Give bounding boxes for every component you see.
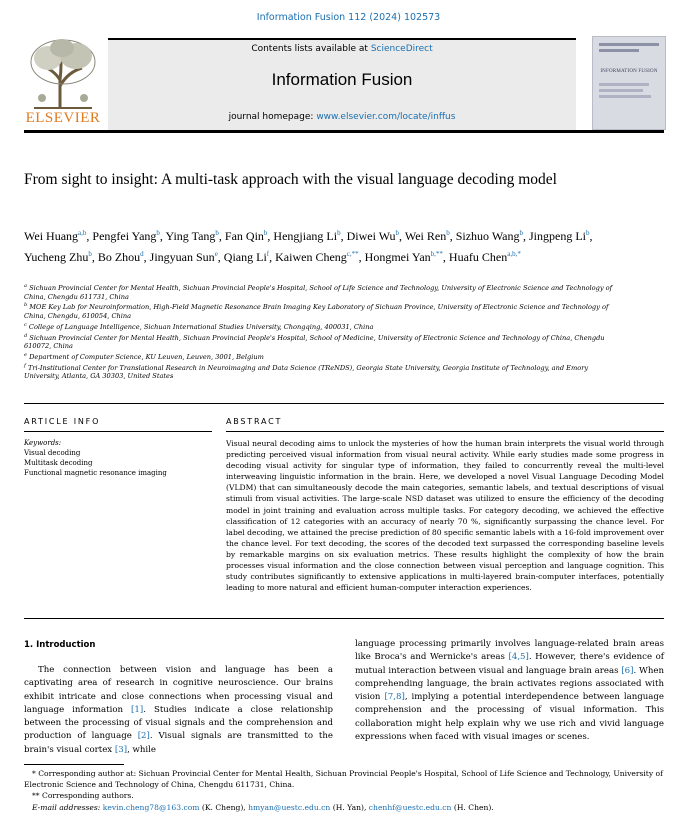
author-name[interactable]: Bo Zhou$^d$ — [97, 249, 144, 264]
author-list: Wei Huang$^{a,b}$, Pengfei Yang$^b$, Ying Tang$^b$, Fan Qin$^b$, Hengjiang Li$^b$, Diwei Wu$^b$, Wei Ren$^b$, Sizhuo Wang$^b$, Jingpeng Li$^b$, Yucheng Zhu$^b$, Bo Zhou$^d$, Jingyuan Sun$^e$, Qiang Li$^f$, Kaiwen Cheng$^{c,**}$, Hongmei Yan$^{b,**}$, Huafu Chen$^{a,b,*}$ — [24, 229, 593, 264]
citation-link[interactable]: [3] — [114, 744, 128, 755]
section-divider — [24, 618, 664, 619]
affiliation-key: b — [24, 302, 28, 309]
journal-cover-thumbnail[interactable] — [592, 36, 666, 130]
affiliation-list — [24, 282, 624, 381]
cover-decoration — [599, 49, 639, 52]
keywords-block — [24, 438, 212, 478]
author-affiliation-marker[interactable]: a,b,* — [507, 249, 521, 258]
intro-column-1 — [24, 664, 333, 757]
affiliation-text: College of Language Intelligence, Sichuan International Studies University, Chongqing, 400031, China — [26, 322, 374, 331]
email-link[interactable]: chenhf@uestc.edu.cn — [368, 802, 452, 812]
author-name[interactable]: Sizhuo Wang$^b$ — [455, 229, 524, 243]
affiliation-item — [24, 282, 624, 301]
citation-link[interactable]: [1] — [131, 704, 144, 715]
author-name[interactable]: Jingpeng Li$^b$ — [529, 229, 590, 243]
author-affiliation-marker[interactable]: e — [214, 249, 218, 258]
affiliation-item — [24, 351, 624, 362]
author-affiliation-marker[interactable]: b — [395, 229, 400, 237]
homepage-prefix: journal homepage: — [228, 112, 317, 122]
author-affiliation-marker[interactable]: b — [156, 229, 160, 237]
author-affiliation-marker[interactable]: b — [88, 249, 92, 258]
author-name[interactable]: Jingyuan Sun$^e$ — [149, 249, 218, 264]
keyword-item: Multitask decoding — [24, 459, 93, 467]
abstract-text: Visual neural decoding aims to unlock the mysteries of how the human brain interprets the visual world through predicting perceived visual information from visual neural activity. While early studies made some progress in decoding visual activity for singular type of information, they failed to concurrently reveal the multi-level interweaving linguistic information in the brain. Here, we developed a novel Visual Language Decoding Model (VLDM) that can simultaneously decode the main categories, semantic labels, and textual descriptions of visual stimuli from visual activities. The large-scale NSD dataset was utilized to ensure the efficiency of the decoding model in joint training and evaluation across multiple tasks. For category decoding, we achieved the effective classification of 12 categories with an accuracy of nearly 70 %, significantly surpassing the chance level. For label decoding, we attained the precise prediction of 80 specific semantic labels with a 16-fold improvement over the chance level. For text decoding, the scores of the decoded text surpassed the corresponding baseline levels by remarkable margins on six evaluation metrics. These results highlight the complexity of how the brain processes visual information and the close connection between visual perception and language cognition. This study contributes significantly to extensive applications in multi-layered brain-computer interfaces, potentially leading to more natural and efficient human-computer interaction experiences. — [226, 439, 664, 593]
affiliation-item — [24, 362, 624, 381]
contents-line — [108, 44, 576, 54]
article-info-heading: ARTICLE INFO — [24, 417, 101, 426]
author-affiliation-marker[interactable]: b — [519, 229, 524, 237]
affiliation-text: Department of Computer Science, KU Leuven, Leuven, 3001, Belgium — [26, 353, 264, 362]
footnote-emails — [24, 802, 664, 813]
journal-citation[interactable]: Information Fusion 112 (2024) 102573 — [256, 12, 441, 23]
keywords-label: Keywords: — [24, 439, 62, 447]
author-name[interactable]: Fan Qin$^b$ — [224, 229, 268, 243]
email-owner: (K. Cheng), — [199, 802, 249, 812]
affiliation-item — [24, 301, 624, 320]
author-name[interactable]: Wei Huang$^{a,b}$ — [24, 229, 87, 243]
body-text: . When comprehending language, the brain activates regions associated with vision — [355, 665, 664, 703]
email-link[interactable]: hmyan@uestc.edu.cn — [248, 802, 331, 812]
cover-decoration — [599, 43, 659, 46]
author-name[interactable]: Kaiwen Cheng$^{c,**}$ — [275, 249, 359, 264]
citation-link[interactable]: [7,8] — [384, 692, 405, 703]
body-text: . However, there's evidence of mutual interaction between visual and language brain areas — [355, 652, 664, 676]
affiliation-text: MOE Key Lab for Neuroinformation, High-Field Magnetic Resonance Brain Imaging Key Laboratory of Sichuan Province, University of Electronic Science and Technology of China, Chengdu, 610054, China — [24, 303, 609, 321]
cover-title: INFORMATION FUSION — [600, 69, 658, 74]
email-owner: (H. Yan), — [330, 802, 369, 812]
abstract-rule — [226, 431, 664, 432]
citation-link[interactable]: [4,5] — [508, 652, 529, 663]
body-text: , implying a potential interdependence between language comprehension and the processing of visual information. This collaboration might help explain why we use rich and vivid language expressions when faced with visual images or scenes. — [355, 692, 664, 743]
email-owner: (H. Chen). — [451, 802, 494, 812]
author-name[interactable]: Hongmei Yan$^{b,**}$ — [364, 249, 443, 264]
body-text: The connection between vision and language has been a captivating area of research in cognitive neuroscience. Our brains exhibit intricate and close connections when processing visual and language information — [24, 665, 333, 715]
email-link[interactable]: kevin.cheng78@163.com — [102, 802, 200, 812]
journal-name: Information Fusion — [271, 70, 413, 89]
footnote-corresponding-double: ** Corresponding authors. — [32, 791, 134, 801]
footnotes — [24, 768, 664, 813]
sciencedirect-link[interactable]: ScienceDirect — [370, 44, 433, 54]
affiliation-key: e — [24, 351, 27, 358]
affiliation-item — [24, 321, 624, 332]
cover-decoration — [599, 95, 651, 98]
contents-prefix: Contents lists available at — [251, 44, 371, 54]
author-name[interactable]: Diwei Wu$^b$ — [346, 229, 400, 243]
author-affiliation-marker[interactable]: a,b — [78, 229, 87, 237]
cover-decoration — [599, 89, 643, 92]
citation-link[interactable]: [6] — [621, 665, 634, 676]
affiliation-text: Tri-Institutional Center for Translational Research in Neuroimaging and Data Science (TReNDS), Georgia State University, Georgia Institute of Technology, and Emory University, Atlanta, GA 30303, United States — [24, 363, 589, 381]
affiliation-text: Sichuan Provincial Center for Mental Health, Sichuan Provincial People's Hospital, School of Medicine, University of Electronic Science and Technology of China, Chengdu 610072, China — [24, 333, 605, 351]
intro-column-2 — [355, 638, 664, 744]
body-text: . Visual signals are transmitted to the brain's visual cortex — [24, 731, 333, 755]
author-affiliation-marker[interactable]: c,** — [346, 249, 359, 258]
author-affiliation-marker[interactable]: b,** — [430, 249, 443, 258]
email-label: E-mail addresses: — [32, 802, 101, 812]
article-info-rule — [24, 431, 212, 432]
author-affiliation-marker[interactable]: b — [215, 229, 219, 237]
author-name[interactable]: Hengjiang Li$^b$ — [273, 229, 341, 243]
author-name[interactable]: Wei Ren$^b$ — [404, 229, 450, 243]
affiliation-key: a — [24, 283, 27, 289]
article-title: From sight to insight: A multi-task approach with the visual language decoding model — [24, 171, 557, 188]
footnote-corresponding-double-text: Corresponding authors. — [42, 791, 134, 801]
author-affiliation-marker[interactable]: b — [446, 229, 450, 237]
affiliation-text: Sichuan Provincial Center for Mental Health, Sichuan Provincial People's Hospital, School of Life Science and Technology, University of Electronic Science and Technology of China, Chengdu 611731, China — [24, 284, 613, 301]
citation-link[interactable]: [2] — [137, 731, 150, 742]
author-affiliation-marker[interactable]: f — [266, 249, 270, 258]
author-name[interactable]: Ying Tang$^b$ — [165, 229, 219, 243]
cover-decoration — [599, 83, 649, 86]
body-text: . Studies indicate a close relationship between the processing of visual signals and the comprehension and production of language — [24, 704, 334, 742]
elsevier-logo-text: ELSEVIER — [25, 110, 101, 126]
author-name[interactable]: Qiang Li$^f$ — [223, 249, 270, 264]
author-affiliation-marker[interactable]: b — [263, 229, 268, 237]
affiliation-item — [24, 332, 624, 351]
body-text: , while — [127, 744, 157, 755]
footnote-corresponding: * Corresponding author at: Sichuan Provincial Center for Mental Health, Sichuan Provincial People's Hospital, School of Life Science and Technology, University of Electronic Science and Technology of China, Chengdu 611731, China. — [24, 769, 663, 790]
keyword-item: Visual decoding — [24, 449, 81, 457]
affiliation-key: c — [24, 321, 27, 328]
author-name[interactable]: Pengfei Yang$^b$ — [92, 229, 160, 243]
abstract-heading: ABSTRACT — [226, 417, 283, 426]
section-divider — [24, 403, 664, 404]
journal-homepage — [108, 112, 576, 122]
affiliation-key: f — [24, 362, 26, 369]
author-affiliation-marker[interactable]: b — [586, 229, 590, 237]
keyword-item: Functional magnetic resonance imaging — [24, 469, 167, 477]
body-text: language processing primarily involves language-related brain areas like Broca's and Wernicke's areas — [355, 639, 664, 663]
affiliation-key: d — [24, 332, 28, 339]
author-name[interactable]: Huafu Chen$^{a,b,*}$ — [448, 249, 521, 264]
author-name[interactable]: Yucheng Zhu$^b$ — [24, 249, 92, 264]
header-rule — [24, 130, 664, 133]
footnote-corresponding-text: Corresponding author at: Sichuan Provincial Center for Mental Health, Sichuan Provincial People's Hospital, School of Life Science and Technology, University of Electronic Science and Technology of China, Chengdu 611731, China. — [24, 769, 663, 790]
homepage-link[interactable]: www.elsevier.com/locate/inffus — [316, 112, 456, 122]
footnote-rule — [24, 764, 124, 765]
intro-heading: 1. Introduction — [24, 640, 96, 650]
author-affiliation-marker[interactable]: b — [337, 229, 341, 237]
author-affiliation-marker[interactable]: d — [140, 249, 144, 258]
